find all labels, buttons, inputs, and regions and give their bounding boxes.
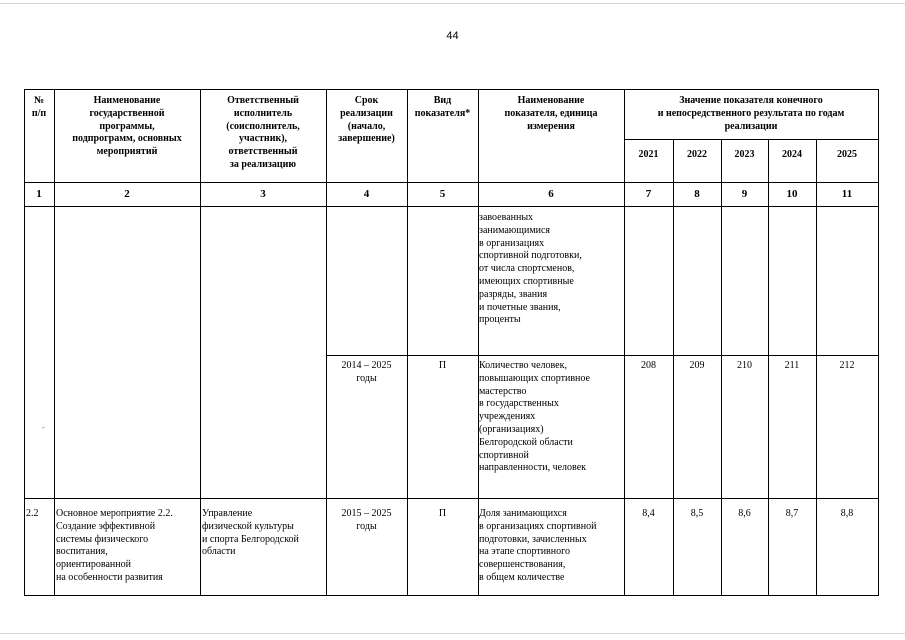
value-cell: 208 [641,360,656,371]
value-cell: 209 [689,360,705,371]
column-number: 11 [841,188,853,200]
page-number: 44 [446,30,459,42]
period-cell: 2014 – 2025 годы [341,360,392,384]
indicator-type-cell: П [438,508,447,519]
indicator-type-cell: П [438,360,447,371]
indicator-name-cell: Доля занимающихся в организациях спортивной подготовки, зачисленных на этапе спортивного совершенствования, в общем количестве [479,508,597,583]
column-number: 4 [363,188,370,200]
column-number: 10 [786,188,798,200]
column-number: 5 [439,188,446,200]
column-number: 8 [694,188,700,200]
header-values-group: Значение показателя конечного и непосредственного результата по годам реализации [657,95,845,132]
header-year: 2024 [782,149,802,160]
column-number: 2 [124,188,130,200]
header-number: № п/п [31,95,47,119]
column-number: 1 [36,188,42,200]
value-cell: 8,8 [840,508,854,519]
value-cell: 8,4 [642,508,655,519]
header-year: 2021 [638,149,659,160]
header-indicator-name: Наименование показателя, единица измерения [504,95,598,132]
column-number: 7 [645,188,652,200]
header-indicator-type: Вид показателя* [414,95,471,119]
header-period: Срок реализации (начало, завершение) [338,95,395,145]
column-number: 3 [260,188,266,200]
value-cell: 211 [784,360,800,371]
executor-cell: Управление физической культуры и спорта Белгородской области [202,508,299,558]
value-cell: 8,7 [785,508,799,519]
value-cell: 212 [839,360,855,371]
value-cell: 8,6 [738,508,751,519]
value-cell: 210 [737,360,752,371]
program-table [24,89,879,596]
row-number-cell: 2.2 [26,508,39,519]
header-year: 2023 [734,149,755,160]
value-cell: 8,5 [690,508,704,519]
header-year: 2025 [837,149,857,160]
indicator-name-cell: Количество человек, повышающих спортивное мастерство в государственных учреждениях (организациях) Белгородской области спортивной направленности, человек [479,360,590,474]
column-number: 6 [548,188,554,200]
header-executor: Ответственный исполнитель (соисполнитель, участник), ответственный за реализацию [226,95,300,170]
program-name-cell: Основное мероприятие 2.2. Создание эффективной системы физического воспитания, ориентированной на особенности развития [56,508,173,583]
indicator-name-cell: завоеванных занимающимися в организациях спортивной подготовки, от числа спортсменов, имеющих спортивные разряды, звания и почетные звания, проценты [479,212,582,326]
scan-mark: - [42,423,45,432]
period-cell: 2015 – 2025 годы [341,508,392,532]
header-year: 2022 [687,149,707,160]
header-program-name: Наименование государственной программы, подпрограмм, основных мероприятий [72,95,182,158]
column-number: 9 [741,188,748,200]
